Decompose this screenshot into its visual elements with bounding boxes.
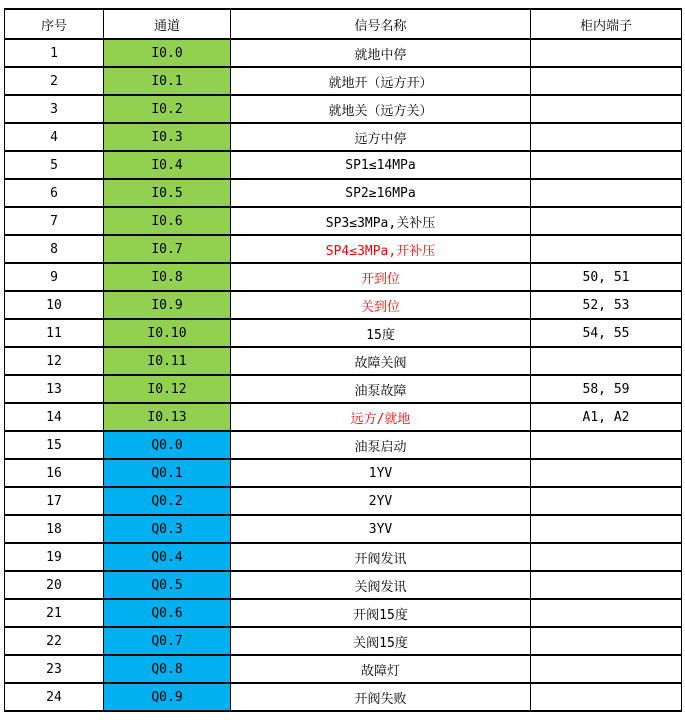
header-row xyxy=(5,9,682,39)
signal-cell: 故障关阀 xyxy=(231,347,531,375)
terminal-cell xyxy=(531,95,682,123)
table-body xyxy=(5,39,682,711)
terminal-cell: 50, 51 xyxy=(531,263,682,291)
channel-cell: I0.11 xyxy=(104,347,231,375)
signal-cell: SP2≥16MPa xyxy=(231,179,531,207)
channel-cell: I0.13 xyxy=(104,403,231,431)
terminal-cell xyxy=(531,67,682,95)
table-row xyxy=(5,319,682,347)
row-number-cell: 8 xyxy=(5,235,104,263)
channel-cell: I0.0 xyxy=(104,39,231,67)
channel-cell: I0.7 xyxy=(104,235,231,263)
terminal-cell xyxy=(531,431,682,459)
table-row xyxy=(5,431,682,459)
channel-cell: Q0.6 xyxy=(104,599,231,627)
row-number-cell: 4 xyxy=(5,123,104,151)
signal-cell: 就地开（远方开） xyxy=(231,67,531,95)
signal-cell: SP4≤3MPa,开补压 xyxy=(231,235,531,263)
table-row xyxy=(5,95,682,123)
terminal-cell: 54, 55 xyxy=(531,319,682,347)
row-number-cell: 14 xyxy=(5,403,104,431)
table-row xyxy=(5,347,682,375)
row-number-cell: 13 xyxy=(5,375,104,403)
row-number-cell: 20 xyxy=(5,571,104,599)
row-number-cell: 6 xyxy=(5,179,104,207)
table-row xyxy=(5,487,682,515)
table-row xyxy=(5,151,682,179)
table-row xyxy=(5,627,682,655)
row-number-cell: 24 xyxy=(5,683,104,711)
terminal-cell: 52, 53 xyxy=(531,291,682,319)
signal-cell: 15度 xyxy=(231,319,531,347)
row-number-cell: 1 xyxy=(5,39,104,67)
table-row xyxy=(5,375,682,403)
terminal-cell xyxy=(531,207,682,235)
header-signal-name: 信号名称 xyxy=(231,9,531,39)
table-header xyxy=(5,9,682,39)
channel-cell: I0.6 xyxy=(104,207,231,235)
signal-cell: 开到位 xyxy=(231,263,531,291)
signal-cell: SP3≤3MPa,关补压 xyxy=(231,207,531,235)
channel-cell: I0.4 xyxy=(104,151,231,179)
channel-cell: Q0.9 xyxy=(104,683,231,711)
channel-cell: Q0.4 xyxy=(104,543,231,571)
signal-cell: 关阀发讯 xyxy=(231,571,531,599)
terminal-cell xyxy=(531,459,682,487)
row-number-cell: 7 xyxy=(5,207,104,235)
channel-cell: Q0.7 xyxy=(104,627,231,655)
table-row xyxy=(5,123,682,151)
signal-cell: 3YV xyxy=(231,515,531,543)
table-row xyxy=(5,179,682,207)
channel-cell: Q0.2 xyxy=(104,487,231,515)
header-channel: 通道 xyxy=(104,9,231,39)
row-number-cell: 11 xyxy=(5,319,104,347)
signal-table-container xyxy=(4,8,682,712)
signal-cell: 关到位 xyxy=(231,291,531,319)
table-row xyxy=(5,291,682,319)
row-number-cell: 15 xyxy=(5,431,104,459)
signal-cell: 远方/就地 xyxy=(231,403,531,431)
channel-cell: I0.12 xyxy=(104,375,231,403)
terminal-cell xyxy=(531,543,682,571)
row-number-cell: 17 xyxy=(5,487,104,515)
row-number-cell: 12 xyxy=(5,347,104,375)
signal-cell: SP1≤14MPa xyxy=(231,151,531,179)
terminal-cell xyxy=(531,179,682,207)
channel-cell: I0.5 xyxy=(104,179,231,207)
signal-cell: 开阀失败 xyxy=(231,683,531,711)
table-row xyxy=(5,543,682,571)
terminal-cell xyxy=(531,347,682,375)
row-number-cell: 16 xyxy=(5,459,104,487)
terminal-cell xyxy=(531,683,682,711)
table-row xyxy=(5,235,682,263)
signal-cell: 油泵故障 xyxy=(231,375,531,403)
signal-cell: 油泵启动 xyxy=(231,431,531,459)
table-row xyxy=(5,67,682,95)
signal-cell: 开阀15度 xyxy=(231,599,531,627)
terminal-cell xyxy=(531,39,682,67)
channel-cell: Q0.5 xyxy=(104,571,231,599)
table-row xyxy=(5,571,682,599)
terminal-cell xyxy=(531,123,682,151)
row-number-cell: 23 xyxy=(5,655,104,683)
signal-cell: 开阀发讯 xyxy=(231,543,531,571)
signal-cell: 1YV xyxy=(231,459,531,487)
channel-cell: I0.9 xyxy=(104,291,231,319)
channel-cell: Q0.1 xyxy=(104,459,231,487)
table-row xyxy=(5,263,682,291)
table-row xyxy=(5,459,682,487)
row-number-cell: 9 xyxy=(5,263,104,291)
header-cabinet-terminal: 柜内端子 xyxy=(531,9,682,39)
row-number-cell: 22 xyxy=(5,627,104,655)
terminal-cell xyxy=(531,571,682,599)
channel-cell: I0.3 xyxy=(104,123,231,151)
row-number-cell: 2 xyxy=(5,67,104,95)
channel-cell: I0.1 xyxy=(104,67,231,95)
table-row xyxy=(5,403,682,431)
channel-cell: I0.8 xyxy=(104,263,231,291)
row-number-cell: 18 xyxy=(5,515,104,543)
channel-cell: Q0.3 xyxy=(104,515,231,543)
terminal-cell xyxy=(531,599,682,627)
header-serial-number: 序号 xyxy=(5,9,104,39)
terminal-cell: A1, A2 xyxy=(531,403,682,431)
table-row xyxy=(5,655,682,683)
row-number-cell: 21 xyxy=(5,599,104,627)
channel-cell: Q0.8 xyxy=(104,655,231,683)
signal-cell: 关阀15度 xyxy=(231,627,531,655)
signal-cell: 2YV xyxy=(231,487,531,515)
row-number-cell: 19 xyxy=(5,543,104,571)
signal-cell: 远方中停 xyxy=(231,123,531,151)
io-signal-table xyxy=(4,8,682,712)
table-row xyxy=(5,39,682,67)
table-row xyxy=(5,683,682,711)
signal-cell: 就地中停 xyxy=(231,39,531,67)
channel-cell: I0.10 xyxy=(104,319,231,347)
terminal-cell xyxy=(531,627,682,655)
signal-cell: 故障灯 xyxy=(231,655,531,683)
terminal-cell xyxy=(531,515,682,543)
table-row xyxy=(5,515,682,543)
terminal-cell xyxy=(531,235,682,263)
terminal-cell xyxy=(531,151,682,179)
row-number-cell: 3 xyxy=(5,95,104,123)
row-number-cell: 10 xyxy=(5,291,104,319)
channel-cell: I0.2 xyxy=(104,95,231,123)
terminal-cell xyxy=(531,655,682,683)
table-row xyxy=(5,599,682,627)
terminal-cell: 58, 59 xyxy=(531,375,682,403)
channel-cell: Q0.0 xyxy=(104,431,231,459)
signal-cell: 就地关（远方关） xyxy=(231,95,531,123)
row-number-cell: 5 xyxy=(5,151,104,179)
table-row xyxy=(5,207,682,235)
terminal-cell xyxy=(531,487,682,515)
